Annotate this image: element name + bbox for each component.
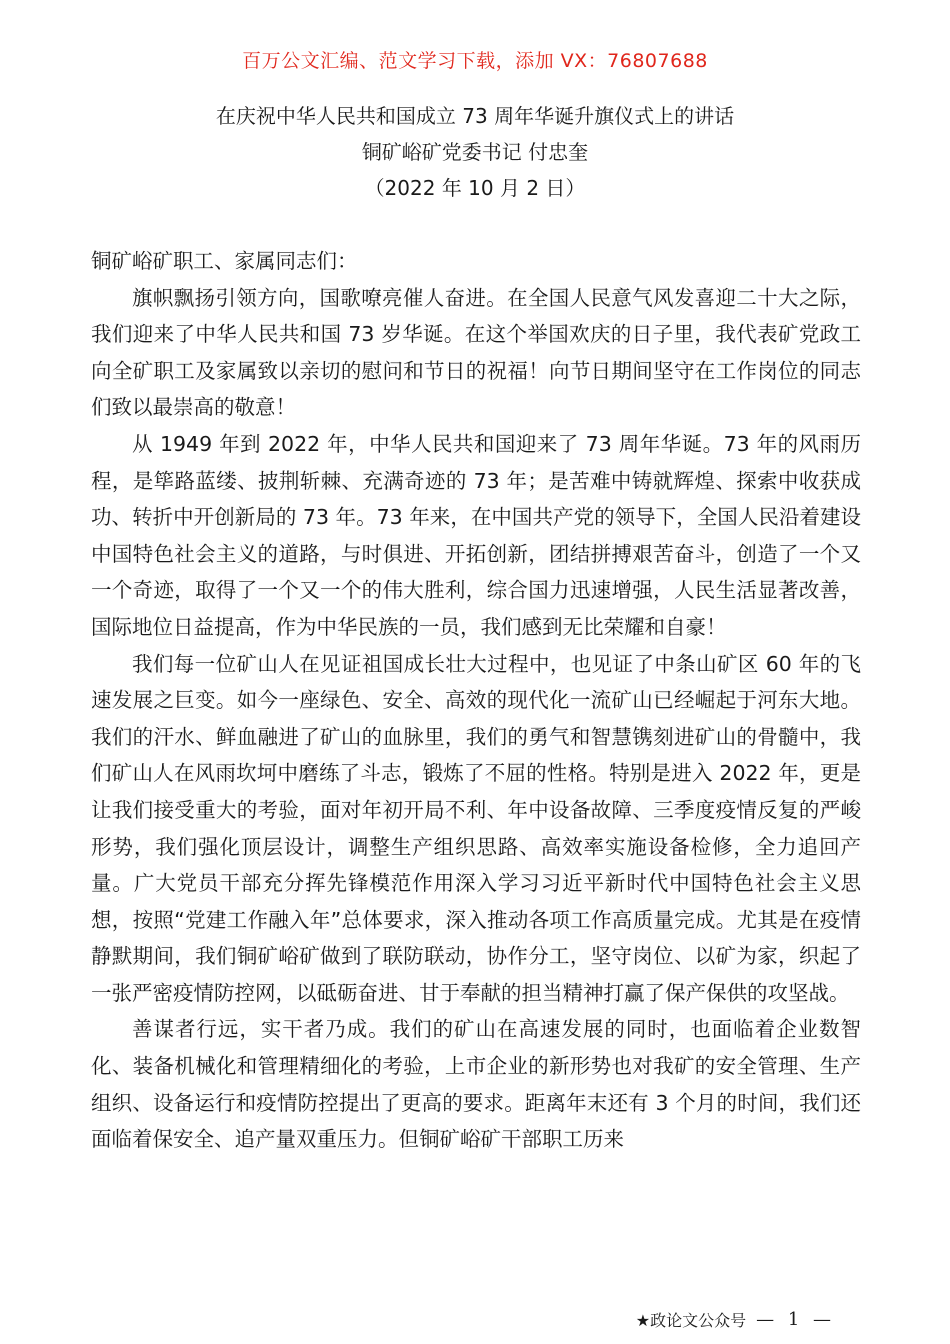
paragraph-3: 我们每一位矿山人在见证祖国成长壮大过程中，也见证了中条山矿区 60 年的飞速发展之巨变。如今一座绿色、安全、高效的现代化一流矿山已经崛起于河东大地。我们的汗水、鲜血融进了矿山的血脉里，我们的勇气和智慧镌刻进矿山的骨髓中，我们矿山人在风雨坎坷中磨练了斗志，锻炼了不屈的性格。特别是进入 2022 年，更是让我们接受重大的考验，面对年初开局不利、年中设备故障、三季度疫情反复的严峻形势，我们强化顶层设计，调整生产组织思路、高效率实施设备检修，全力追回产量。广大党员干部充分挥先锋模范作用深入学习习近平新时代中国特色社会主义思想，按照“党建工作融入年”总体要求，深入推动各项工作高质量完成。尤其是在疫情静默期间，我们铜矿峪矿做到了联防联动，协作分工，坚守岗位、以矿为家，织起了一张严密疫情防控网，以砥砺奋进、甘于奉献的担当精神打赢了保产保供的攻坚战。: [91, 651, 861, 1005]
date-line: （2022 年 10 月 2 日）: [364, 176, 586, 200]
document-body: [91, 243, 861, 1158]
page-number: — 1 —: [756, 1309, 835, 1330]
page-footer: [636, 1308, 835, 1331]
author-line: 铜矿峪矿党委书记 付忠奎: [361, 140, 589, 164]
document-title: 在庆祝中华人民共和国成立 73 周年华诞升旗仪式上的讲话: [215, 104, 735, 128]
paragraph-1: 旗帜飘扬引领方向，国歌嘹亮催人奋进。在全国人民意气风发喜迎二十大之际，我们迎来了中华人民共和国 73 岁华诞。在这个举国欢庆的日子里，我代表矿党政工向全矿职工及家属致以亲切的慰问和节日的祝福！向节日期间坚守在工作岗位的同志们致以最崇高的敬意！: [91, 285, 861, 420]
paragraph-4: 善谋者行远，实干者乃成。我们的矿山在高速发展的同时，也面临着企业数智化、装备机械化和管理精细化的考验，上市企业的新形势也对我矿的安全管理、生产组织、设备运行和疫情防控提出了更高的要求。距离年末还有 3 个月的时间，我们还面临着保安全、追产量双重压力。但铜矿峪矿干部职工历来: [91, 1017, 861, 1152]
paragraph-2: 从 1949 年到 2022 年，中华人民共和国迎来了 73 周年华诞。73 年的风雨历程，是筚路蓝缕、披荆斩棘、充满奇迹的 73 年；是苦难中铸就辉煌、探索中收获成功、转折中开创新局的 73 年。73 年来，在中国共产党的领导下，全国人民沿着建设中国特色社会主义的道路，与时俱进、开拓创新，团结拼搏艰苦奋斗，创造了一个又一个奇迹，取得了一个又一个的伟大胜利，综合国力迅速增强，人民生活显著改善，国际地位日益提高，作为中华民族的一员，我们感到无比荣耀和自豪！: [91, 431, 861, 639]
document-title-block: [0, 98, 950, 206]
salutation: 铜矿峪矿职工、家属同志们：: [91, 249, 358, 273]
footer-source: ★政论文公众号: [635, 1311, 747, 1330]
banner-watermark: 百万公文汇编、范文学习下载，添加 VX：76807688: [242, 50, 708, 72]
